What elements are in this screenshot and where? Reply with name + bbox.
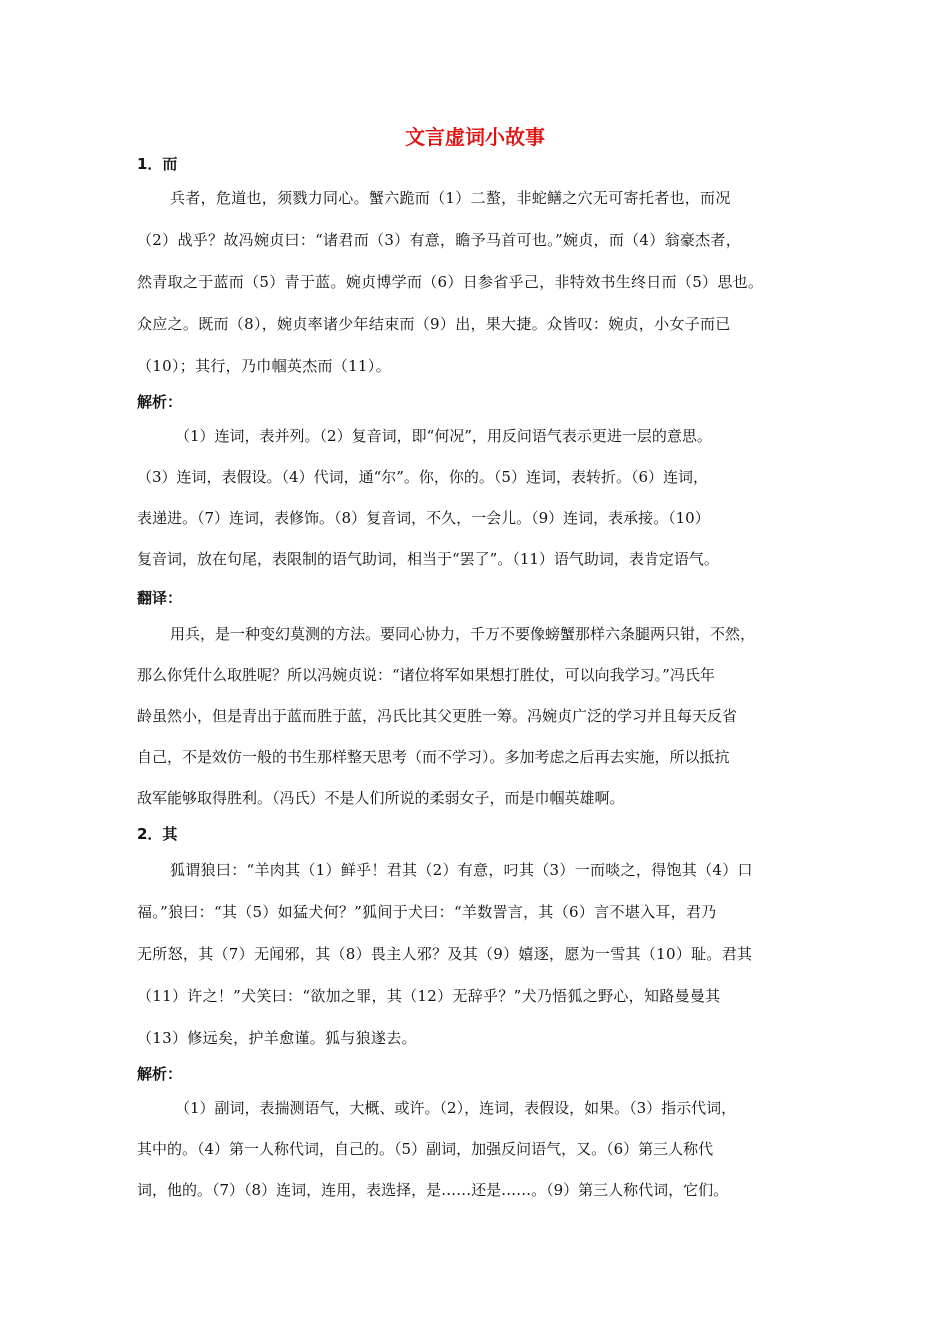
translation-line: 龄虽然小，但是青出于蓝而胜于蓝，冯氏比其父更胜一筹。冯婉贞广泛的学习并且每天反省	[137, 707, 738, 725]
section-1-heading: 1．而	[137, 155, 178, 173]
story-line: （11）许之！”犬笑曰：“欲加之罪，其（12）无辞乎？”犬乃悟狐之野心，知路曼曼其	[137, 987, 721, 1005]
story-line: （13）修远矣，护羊愈谨。狐与狼遂去。	[137, 1029, 417, 1047]
analysis-line: 表递进。（7）连词，表修饰。（8）复音词，不久，一会儿。（9）连词，表承接。（10）	[137, 509, 710, 527]
translation-line: 敌军能够取得胜利。（冯氏）不是人们所说的柔弱女子，而是巾帼英雄啊。	[137, 789, 625, 807]
analysis-label: 解析：	[137, 1065, 183, 1083]
analysis-line: （3）连词，表假设。（4）代词，通“尔”。你，你的。（5）连词，表转折。（6）连词，	[137, 468, 709, 486]
story-line: （10）；其行，乃巾帼英杰而（11）。	[137, 357, 391, 375]
analysis-line: 复音词，放在句尾，表限制的语气助词，相当于“罢了”。（11）语气助词，表肯定语气。	[137, 550, 719, 568]
story-line: 众应之。既而（8），婉贞率诸少年结束而（9）出，果大捷。众皆叹：婉贞，小女子而已	[137, 315, 731, 333]
page-title: 文言虚词小故事	[405, 125, 545, 149]
translation-line: 用兵，是一种变幻莫测的方法。要同心协力，千万不要像螃蟹那样六条腿两只钳，不然，	[170, 625, 756, 643]
story-line: 福。”狼曰：“其（5）如猛犬何？”狐间于犬曰：“羊数詈言，其（6）言不堪入耳，君乃	[137, 903, 717, 921]
translation-line: 那么你凭什么取胜呢？所以冯婉贞说：“诸位将军如果想打胜仗，可以向我学习。”冯氏年	[137, 666, 715, 684]
analysis-line: （1）连词，表并列。（2）复音词，即“何况”，用反问语气表示更进一层的意思。	[175, 427, 712, 445]
analysis-line: 其中的。（4）第一人称代词，自己的。（5）副词，加强反问语气，又。（6）第三人称代	[137, 1140, 714, 1158]
story-line: （2）战乎？故冯婉贞曰：“诸君而（3）有意，瞻予马首可也。”婉贞，而（4）翁豪杰者，	[137, 231, 742, 249]
story-line: 兵者，危道也，须戮力同心。蟹六跪而（1）二螯，非蛇鳝之穴无可寄托者也，而况	[170, 189, 731, 207]
analysis-line: 词，他的。（7）（8）连词，连用，表选择，是……还是……。（9）第三人称代词，它们。	[137, 1181, 729, 1199]
analysis-line: （1）副词，表揣测语气，大概、或许。（2），连词，表假设，如果。（3）指示代词，	[175, 1099, 737, 1117]
story-line: 然青取之于蓝而（5）青于蓝。婉贞博学而（6）日参省乎己，非特效书生终日而（5）思也。	[137, 273, 764, 291]
analysis-label: 解析：	[137, 393, 183, 411]
story-line: 无所怒，其（7）无闻邪，其（8）畏主人邪？及其（9）嬉逐，愿为一雪其（10）耻。君其	[137, 945, 753, 963]
section-2-heading: 2．其	[137, 825, 178, 843]
story-line: 狐谓狼曰：“羊肉其（1）鲜乎！君其（2）有意，叼其（3）一而啖之，得饱其（4）口	[170, 861, 753, 879]
translation-line: 自己，不是效仿一般的书生那样整天思考（而不学习）。多加考虑之后再去实施，所以抵抗	[137, 748, 730, 766]
translation-label: 翻译：	[137, 589, 183, 607]
